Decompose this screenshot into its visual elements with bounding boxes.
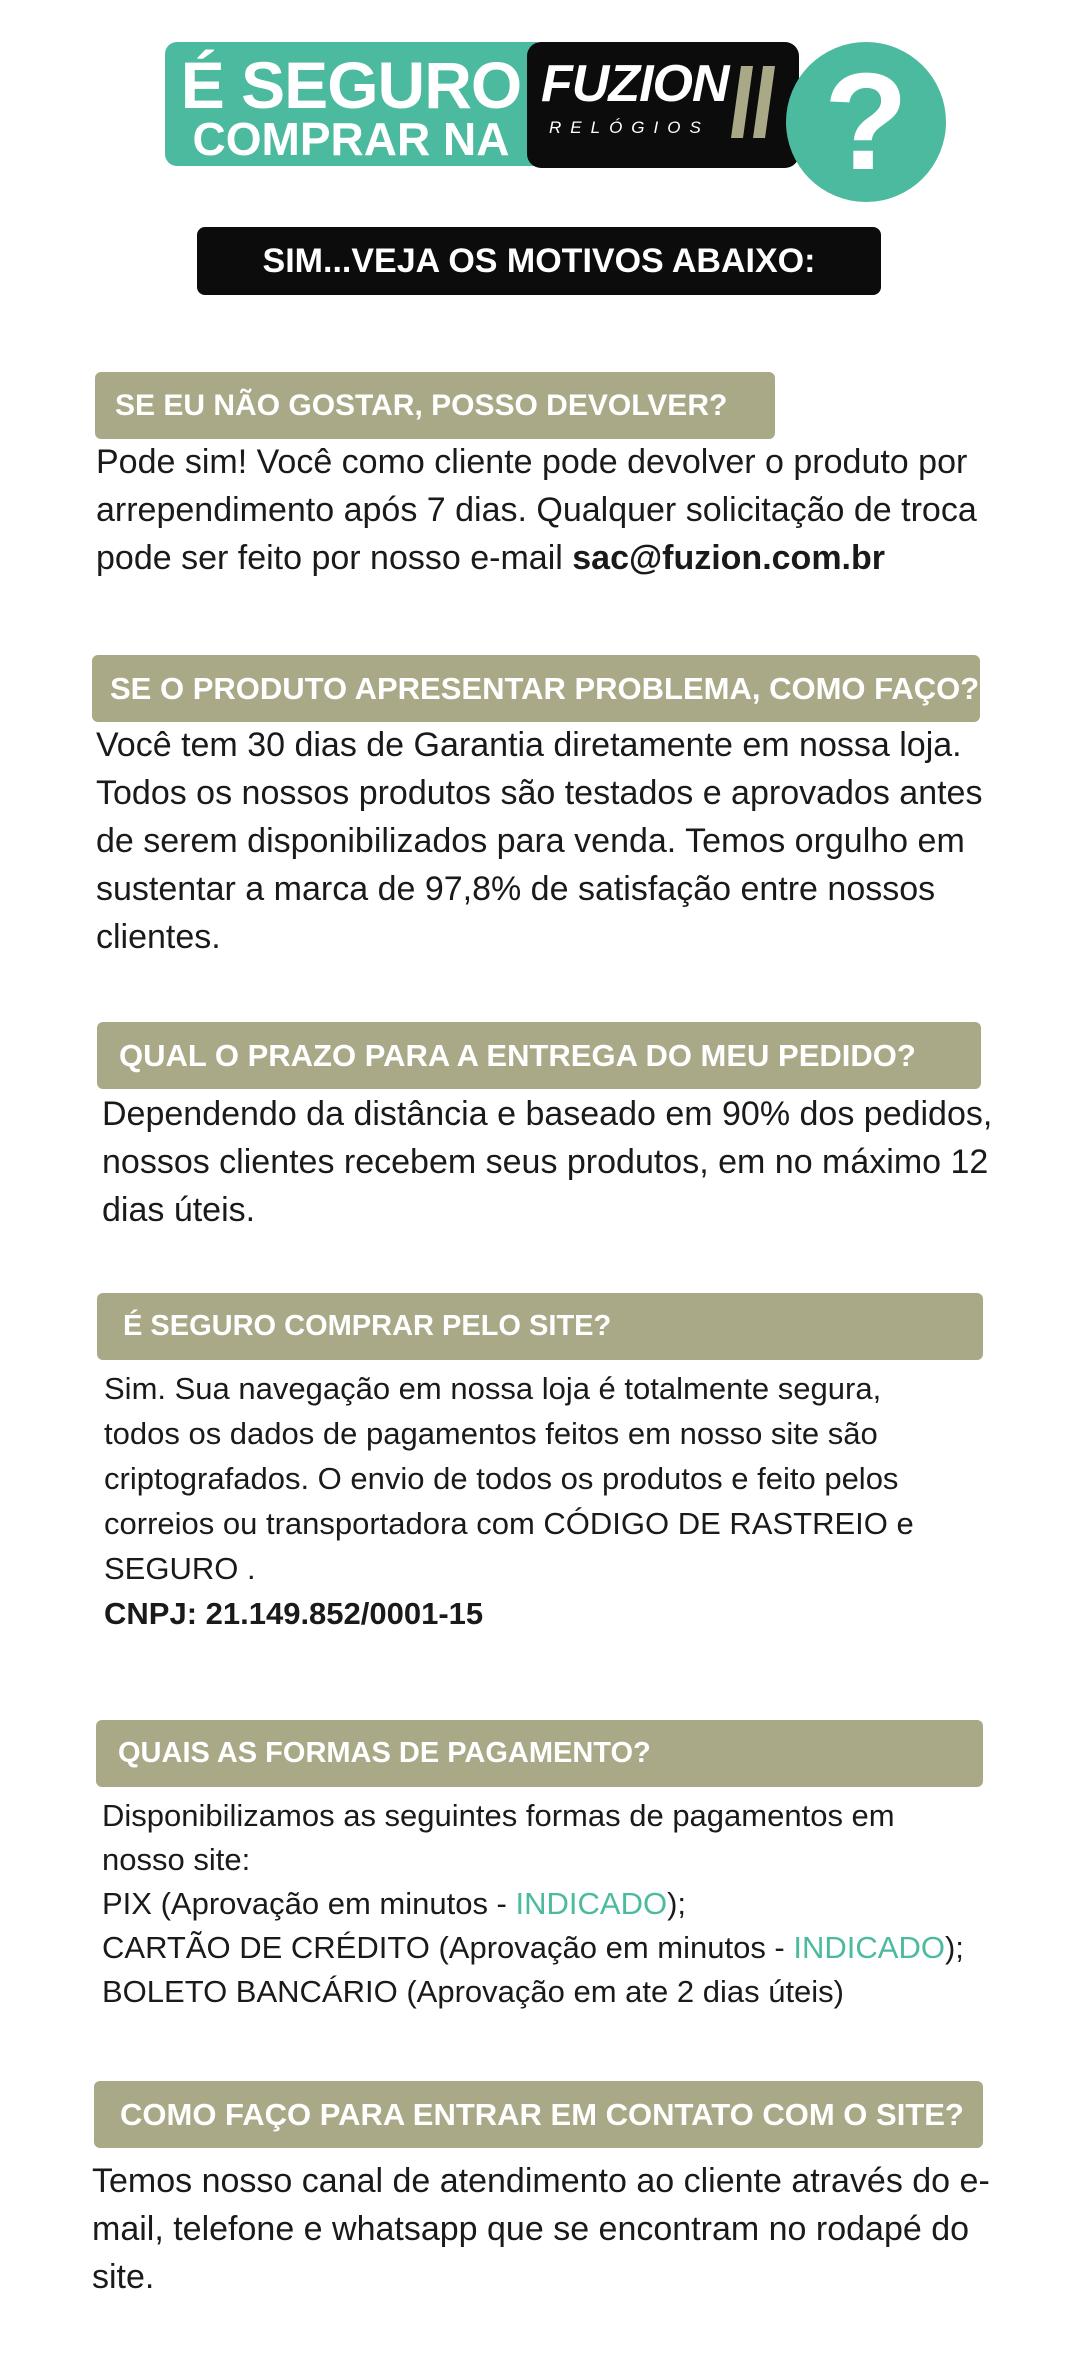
hero-title-line1: É SEGURO bbox=[180, 48, 522, 122]
cnpj-text: CNPJ: 21.149.852/0001-15 bbox=[104, 1596, 484, 1631]
fuzion-logo bbox=[527, 42, 799, 168]
faq-answer-security bbox=[104, 1366, 964, 1636]
logo-subtitle: RELÓGIOS bbox=[549, 118, 710, 137]
support-email: sac@fuzion.com.br bbox=[572, 539, 886, 577]
question-bubble-icon: ? bbox=[786, 42, 946, 202]
faq-header-delivery: QUAL O PRAZO PARA A ENTREGA DO MEU PEDIDO? bbox=[97, 1022, 981, 1089]
faq-header-security: É SEGURO COMPRAR PELO SITE? bbox=[97, 1293, 983, 1360]
faq-answer-contact: Temos nosso canal de atendimento ao cliente através do e-mail, telefone e whatsapp que se encontram no rodapé do site. bbox=[92, 2162, 990, 2296]
logo-double-bar-icon bbox=[727, 66, 779, 146]
faq-answer-return bbox=[96, 438, 996, 582]
payment-boleto: BOLETO BANCÁRIO (Aprovação em ate 2 dias úteis) bbox=[102, 1974, 845, 2009]
faq-header-problem: SE O PRODUTO APRESENTAR PROBLEMA, COMO FAÇO? bbox=[92, 655, 980, 722]
faq-header-contact: COMO FAÇO PARA ENTRAR EM CONTATO COM O SITE? bbox=[94, 2081, 983, 2148]
faq-answer-payment bbox=[102, 1794, 1002, 2014]
faq-header-return: SE EU NÃO GOSTAR, POSSO DEVOLVER? bbox=[95, 372, 775, 439]
payment-card: CARTÃO DE CRÉDITO (Aprovação em minutos - INDICADO); bbox=[102, 1930, 964, 1965]
faq-answer-problem: Você tem 30 dias de Garantia diretamente em nossa loja. Todos os nossos produtos são testados e aprovados antes de serem disponibilizados para venda. Temos orgulho em sustentar a marca de 97,8% de satisfação entre nossos clientes. bbox=[96, 726, 983, 956]
hero-badge bbox=[165, 42, 537, 166]
payment-pix: PIX (Aprovação em minutos - INDICADO); bbox=[102, 1886, 687, 1921]
reasons-banner: SIM...VEJA OS MOTIVOS ABAIXO: bbox=[197, 227, 881, 295]
hero-title-line2: COMPRAR NA bbox=[192, 113, 510, 165]
card-recommended-tag: INDICADO bbox=[793, 1930, 945, 1965]
faq-header-payment: QUAIS AS FORMAS DE PAGAMENTO? bbox=[96, 1720, 983, 1787]
payment-intro: Disponibilizamos as seguintes formas de pagamentos em nosso site: bbox=[102, 1798, 895, 1877]
pix-recommended-tag: INDICADO bbox=[515, 1886, 668, 1921]
faq-answer-return-text: Pode sim! Você como cliente pode devolver o produto por arrependimento após 7 dias. Qualquer solicitação de troca pode ser feito por nosso e-mail bbox=[96, 443, 977, 577]
faq-answer-security-text: Sim. Sua navegação em nossa loja é totalmente segura, todos os dados de pagamentos feitos em nosso site são criptografados. O envio de todos os produtos e feito pelos correios ou transportadora com CÓDIGO DE RASTREIO e SEGURO . bbox=[104, 1371, 914, 1586]
logo-name: FUZION bbox=[541, 55, 729, 113]
faq-answer-delivery: Dependendo da distância e baseado em 90% dos pedidos, nossos clientes recebem seus produtos, em no máximo 12 dias úteis. bbox=[102, 1095, 993, 1229]
